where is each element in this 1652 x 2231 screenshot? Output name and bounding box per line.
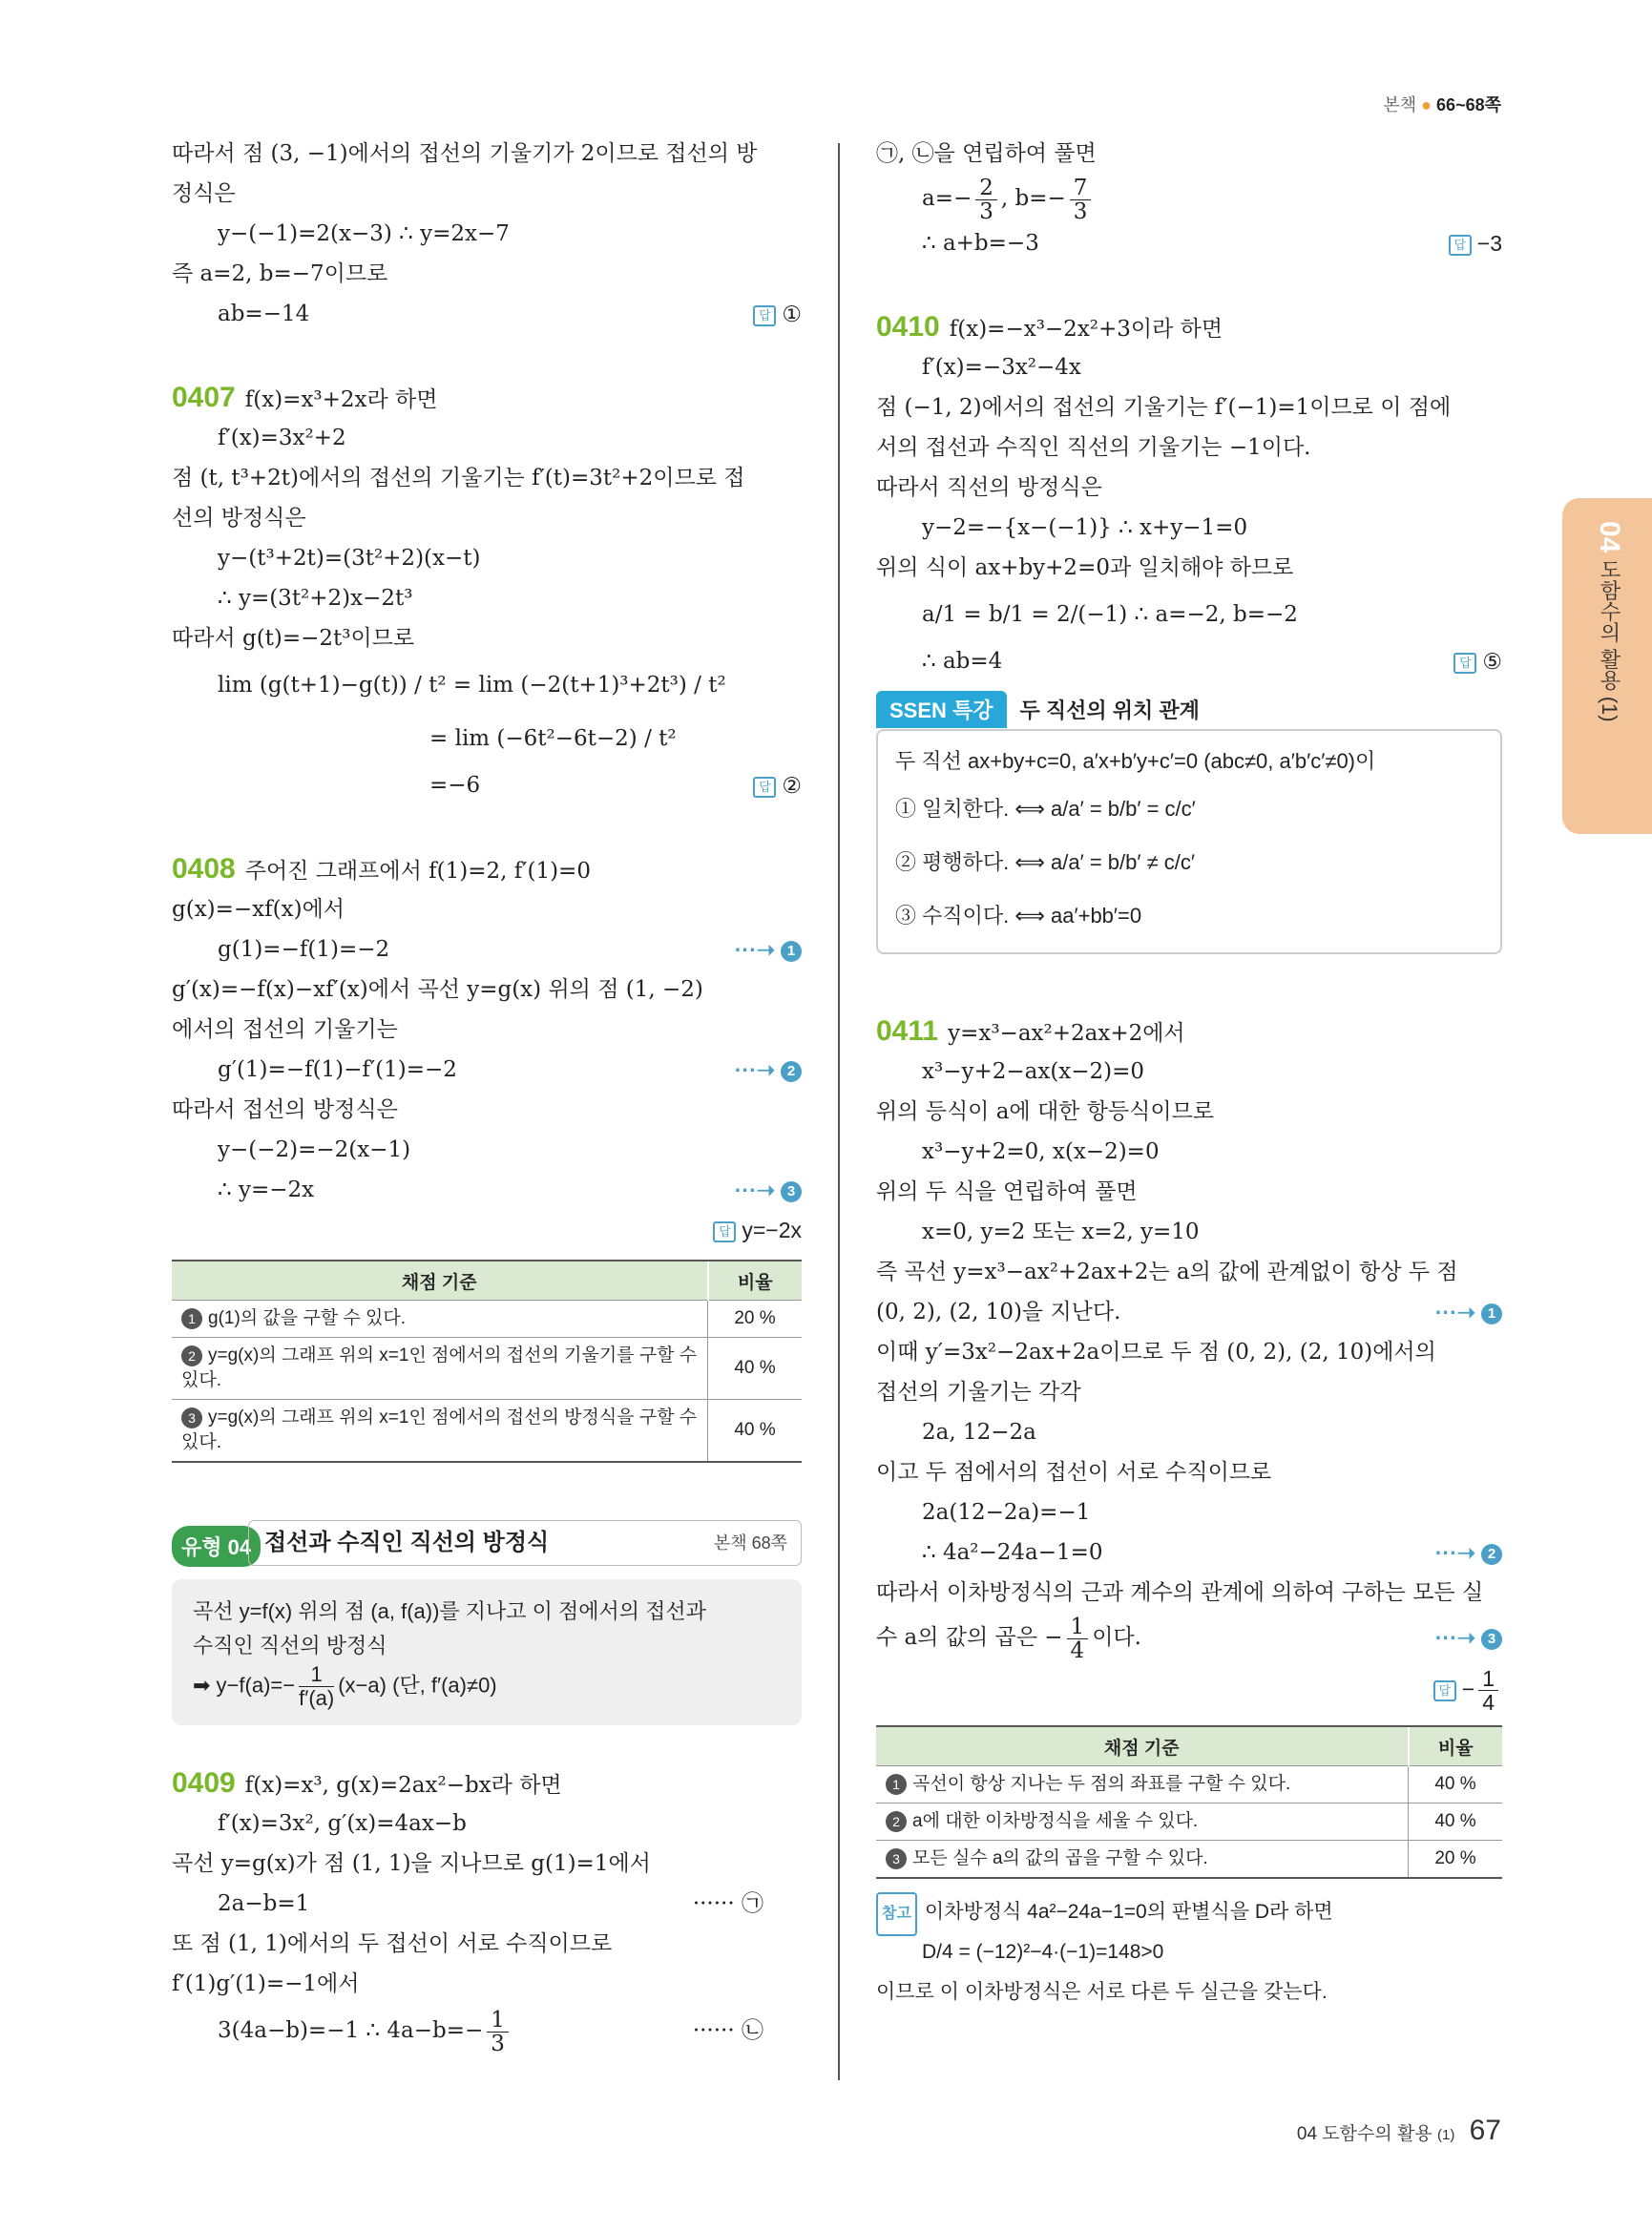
problem-0409: 0409 f(x)=x³, g(x)=2ax²−bx라 하면 — [172, 1767, 562, 1799]
table-row: 2 a에 대한 이차방정식을 세울 수 있다. 40 % — [876, 1804, 1502, 1841]
header-book: 본책 — [1383, 95, 1417, 115]
text-line: 따라서 이차방정식의 근과 계수의 관계에 의하여 구하는 모든 실 — [876, 1580, 1484, 1605]
limit-equation: = lim (−6t²−6t−2) / t² — [429, 726, 677, 751]
page-footer: 04 도함수의 활용 (1) 67 — [1296, 2115, 1501, 2146]
text-line: 곡선 y=g(x)가 점 (1, 1)을 지나므로 g(1)=1에서 — [172, 1851, 651, 1876]
problem-number: 0409 — [172, 1767, 236, 1799]
page-number: 67 — [1469, 2115, 1501, 2146]
footer-chapter: 04 도함수의 활용 — [1296, 2124, 1432, 2144]
text-line: 정식은 — [172, 181, 236, 206]
text-line: 선의 방정식은 — [172, 506, 306, 531]
limit-equation: lim (g(t+1)−g(t)) / t² = lim (−2(t+1)³+2t³) / t² — [218, 673, 726, 698]
chapter-title: 도함수의 활용 (1) — [1598, 558, 1621, 722]
equation: x³−y+2−ax(x−2)=0 — [922, 1059, 1145, 1084]
note-block: 참고 이차방정식 4a²−24a−1=0의 판별식을 D라 하면 D/4 = (−12)²−4·(−1)=148>0 이므로 이 이차방정식은 서로 다른 두 실근을 갖는다. — [876, 1892, 1502, 2012]
problem-number: 0411 — [876, 1015, 939, 1047]
ssen-title: 두 직선의 위치 관계 — [1019, 698, 1200, 722]
text-line: 에서의 접선의 기울기는 — [172, 1017, 398, 1042]
answer-mark: 답 ② — [753, 765, 802, 805]
type-summary-box: 곡선 y=f(x) 위의 점 (a, f(a))를 지나고 이 점에서의 접선과 수직인 직선의 방정식 ➡ y−f(a)=− $\frac{1}{f'(a)}$ (x−a) (단, f′(a)≠0) — [172, 1579, 802, 1725]
text-line: g(x)=−xf(x)에서 — [172, 897, 345, 922]
text-line: 수 a의 값의 곱은 − $\frac{1}{4}$ 이다. ···➝ 3 — [876, 1613, 1502, 1662]
equation: ∴ a+b=−3 답 −3 — [876, 223, 1502, 263]
chapter-number: 04 — [1594, 521, 1625, 553]
table-row: 3 y=g(x)의 그래프 위의 x=1인 점에서의 접선의 방정식을 구할 수 있다. 40 % — [172, 1400, 802, 1463]
equation: ab=−14 답 ① — [172, 294, 802, 334]
equation: a/1 = b/1 = 2/(−1) ∴ a=−2, b=−2 — [922, 602, 1298, 627]
equation: ∴ 4a²−24a−1=0 ···➝ 2 — [876, 1533, 1502, 1573]
equation: g(1)=−f(1)=−2 ···➝ 1 — [172, 929, 802, 970]
table-header: 채점 기준 — [172, 1261, 708, 1301]
answer-mark: 답 y=−2x — [713, 1210, 802, 1250]
table-header: 비율 — [1409, 1726, 1503, 1766]
answer-mark: 답 −3 — [1449, 223, 1502, 263]
ssen-box: 두 직선 ax+by+c=0, a′x+b′y+c′=0 (abc≠0, a′b′c′≠0)이 ① 일치한다. ⟺ a/a′ = b/b′ = c/c′ ② 평행하다. ⟺ a/a′ = b/b′ ≠ c/c′ ③ 수직이다. ⟺ aa′+bb′=0 — [876, 729, 1502, 954]
right-column — [876, 134, 1502, 2012]
answer-icon: 답 — [1433, 1680, 1456, 1701]
problem-number: 0408 — [172, 853, 236, 885]
text-line: g′(x)=−f(x)−xf′(x)에서 곡선 y=g(x) 위의 점 (1, −2) — [172, 977, 703, 1002]
type-badge: 유형 04 — [172, 1526, 261, 1567]
type-reference: 본책 68쪽 — [713, 1533, 787, 1553]
text-line: 즉 곡선 y=x³−ax²+2ax+2는 a의 값에 관계없이 항상 두 점 — [876, 1260, 1458, 1284]
equation: f′(x)=−3x²−4x — [922, 355, 1081, 380]
equation: g′(1)=−f(1)−f′(1)=−2 ···➝ 2 — [172, 1050, 802, 1090]
problem-0407: 0407 f(x)=x³+2x라 하면 — [172, 382, 438, 413]
text-line: 따라서 접선의 방정식은 — [172, 1097, 398, 1122]
text-line: 점 (−1, 2)에서의 접선의 기울기는 f′(−1)=1이므로 이 점에 — [876, 395, 1452, 420]
type-title: 접선과 수직인 직선의 방정식 — [264, 1530, 550, 1555]
problem-number: 0407 — [172, 382, 236, 413]
text-line: 위의 두 식을 연립하여 풀면 — [876, 1179, 1138, 1204]
chapter-tab — [1562, 498, 1652, 834]
equation: 2a, 12−2a — [922, 1420, 1036, 1445]
grading-table — [172, 1260, 802, 1463]
answer-mark: 답 ⑤ — [1453, 641, 1502, 681]
equation: y−2=−{x−(−1)} ∴ x+y−1=0 — [922, 515, 1248, 540]
header-pages: 66~68쪽 — [1436, 95, 1501, 115]
equation: a=− $\frac{2}{3}$ , b=− $\frac{7}{3}$ — [876, 174, 1502, 223]
problem-number: 0410 — [876, 311, 940, 343]
equation: y−(t³+2t)=(3t²+2)(x−t) — [218, 546, 481, 571]
table-row: 2 y=g(x)의 그래프 위의 x=1인 점에서의 접선의 기울기를 구할 수 있다. 40 % — [172, 1338, 802, 1400]
answer-icon: 답 — [713, 1221, 736, 1242]
answer-icon: 답 — [1453, 653, 1476, 674]
grading-table — [876, 1725, 1502, 1879]
equation: f′(x)=3x²+2 — [218, 426, 346, 450]
equation: y−(−1)=2(x−3) ∴ y=2x−7 — [218, 221, 510, 246]
text-line: 따라서 g(t)=−2t³이므로 — [172, 626, 415, 651]
answer-mark: 답 − $\frac{1}{4}$ — [1433, 1662, 1502, 1716]
note-badge: 참고 — [876, 1892, 917, 1936]
text-line: (0, 2), (2, 10)을 지난다. ···➝ 1 — [876, 1292, 1502, 1332]
answer-icon: 답 — [1449, 235, 1472, 256]
text-line: 즉 a=2, b=−7이므로 — [172, 261, 388, 286]
equation: 2a(12−2a)=−1 — [922, 1500, 1091, 1525]
answer-line — [876, 1662, 1502, 1716]
problem-0408: 0408 주어진 그래프에서 f(1)=2, f′(1)=0 — [172, 853, 591, 885]
text-line: 점 (t, t³+2t)에서의 접선의 기울기는 f′(t)=3t²+2이므로 접 — [172, 466, 745, 490]
table-header: 채점 기준 — [876, 1726, 1409, 1766]
answer-icon: 답 — [753, 777, 776, 798]
equation: ∴ y=(3t²+2)x−2t³ — [218, 586, 413, 611]
ssen-badge: SSEN 특강 — [876, 691, 1007, 728]
ssen-header — [876, 691, 1502, 729]
column-divider — [838, 143, 840, 2080]
step-3-icon: 3 — [781, 1181, 802, 1202]
table-row: 1 g(1)의 값을 구할 수 있다. 20 % — [172, 1301, 802, 1338]
step-1-icon: 1 — [781, 941, 802, 962]
equation: 3(4a−b)=−1 ∴ 4a−b=− $\frac{1}{3}$ ······ ㉡ — [218, 2007, 763, 2056]
limit-result: =−6 답 ② — [172, 765, 802, 805]
table-row: 1 곡선이 항상 지나는 두 점의 좌표를 구할 수 있다. 40 % — [876, 1766, 1502, 1804]
type-header — [172, 1520, 802, 1570]
text-line: 위의 식이 ax+by+2=0과 일치해야 하므로 — [876, 555, 1294, 580]
text-line: 서의 접선과 수직인 직선의 기울기는 −1이다. — [876, 435, 1311, 460]
answer-line — [172, 1210, 802, 1250]
equation: x³−y+2=0, x(x−2)=0 — [922, 1139, 1160, 1164]
text-line: 접선의 기울기는 각각 — [876, 1380, 1081, 1405]
equation: y−(−2)=−2(x−1) — [218, 1137, 411, 1162]
answer-mark: 답 ① — [753, 294, 802, 334]
text-line: 따라서 직선의 방정식은 — [876, 475, 1102, 500]
table-row: 3 모든 실수 a의 값의 곱을 구할 수 있다. 20 % — [876, 1841, 1502, 1879]
equation: f′(x)=3x², g′(x)=4ax−b — [218, 1811, 467, 1836]
text-line: ㉠, ㉡을 연립하여 풀면 — [876, 141, 1097, 166]
text-line: 이때 y′=3x²−2ax+2a이므로 두 점 (0, 2), (2, 10)에서의 — [876, 1340, 1436, 1365]
equation: ∴ ab=4 답 ⑤ — [876, 641, 1502, 681]
answer-icon: 답 — [753, 305, 776, 326]
text-line: 또 점 (1, 1)에서의 두 접선이 서로 수직이므로 — [172, 1931, 613, 1956]
text-line: 위의 등식이 a에 대한 항등식이므로 — [876, 1099, 1215, 1124]
problem-0411: 0411 y=x³−ax²+2ax+2에서 — [876, 1015, 1185, 1047]
table-header: 비율 — [708, 1261, 803, 1301]
text-line: f′(1)g′(1)=−1에서 — [172, 1971, 360, 1996]
equation: x=0, y=2 또는 x=2, y=10 — [922, 1220, 1200, 1244]
left-column — [172, 134, 802, 2057]
text-line: 이고 두 점에서의 접선이 서로 수직이므로 — [876, 1460, 1272, 1485]
page-header: 본책 ● 66~68쪽 — [1383, 95, 1501, 115]
problem-0410: 0410 f(x)=−x³−2x²+3이라 하면 — [876, 311, 1223, 343]
step-2-icon: 2 — [781, 1061, 802, 1082]
text-line: 따라서 점 (3, −1)에서의 접선의 기울기가 2이므로 접선의 방 — [172, 141, 758, 166]
equation: ∴ y=−2x ···➝ 3 — [172, 1170, 802, 1210]
equation: 2a−b=1 ······ ㉠ — [218, 1891, 763, 1916]
